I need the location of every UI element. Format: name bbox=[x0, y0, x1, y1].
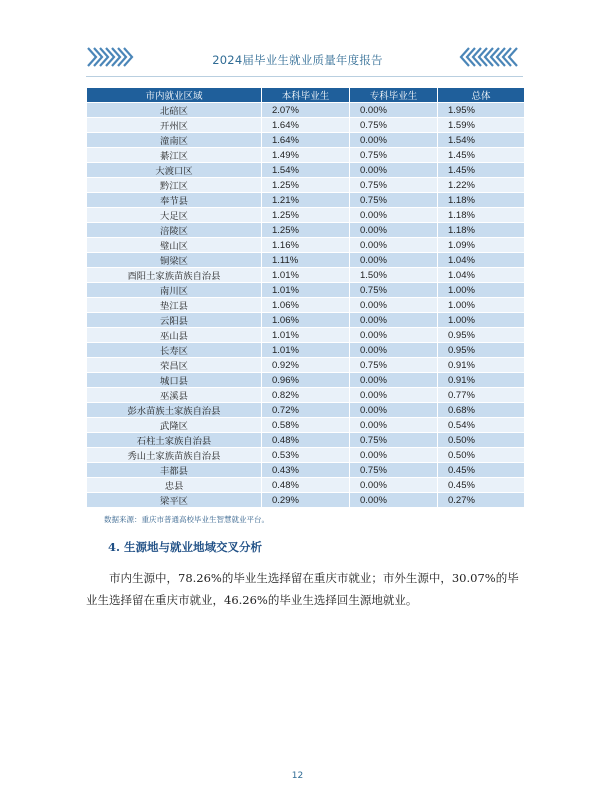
table-row bbox=[87, 283, 525, 298]
cell-undergrad: 0.82% bbox=[262, 388, 350, 403]
cell-region: 武隆区 bbox=[87, 418, 262, 433]
table-row bbox=[87, 298, 525, 313]
cell-region: 城口县 bbox=[87, 373, 262, 388]
cell-college: 0.00% bbox=[350, 238, 438, 253]
table-row bbox=[87, 403, 525, 418]
cell-college: 0.00% bbox=[350, 223, 438, 238]
page-header bbox=[0, 42, 595, 76]
table-row bbox=[87, 223, 525, 238]
cell-region: 巫溪县 bbox=[87, 388, 262, 403]
cell-region: 石柱土家族自治县 bbox=[87, 433, 262, 448]
table-row bbox=[87, 118, 525, 133]
table-row bbox=[87, 208, 525, 223]
table-header-row bbox=[87, 88, 525, 103]
cell-college: 0.00% bbox=[350, 373, 438, 388]
table-body bbox=[87, 103, 525, 508]
cell-undergrad: 1.54% bbox=[262, 163, 350, 178]
cell-undergrad: 1.25% bbox=[262, 178, 350, 193]
cell-undergrad: 0.29% bbox=[262, 493, 350, 508]
cell-college: 0.00% bbox=[350, 403, 438, 418]
cell-college: 0.75% bbox=[350, 148, 438, 163]
header-divider bbox=[86, 76, 523, 77]
table-row bbox=[87, 388, 525, 403]
cell-region: 涪陵区 bbox=[87, 223, 262, 238]
cell-undergrad: 1.21% bbox=[262, 193, 350, 208]
cell-college: 1.50% bbox=[350, 268, 438, 283]
cell-overall: 0.91% bbox=[438, 373, 525, 388]
cell-undergrad: 1.49% bbox=[262, 148, 350, 163]
cell-overall: 1.18% bbox=[438, 208, 525, 223]
cell-college: 0.00% bbox=[350, 103, 438, 118]
cell-college: 0.00% bbox=[350, 388, 438, 403]
cell-overall: 1.45% bbox=[438, 148, 525, 163]
cell-region: 长寿区 bbox=[87, 343, 262, 358]
column-header-college: 专科毕业生 bbox=[350, 88, 438, 103]
cell-overall: 0.68% bbox=[438, 403, 525, 418]
cell-overall: 1.00% bbox=[438, 283, 525, 298]
table-row bbox=[87, 493, 525, 508]
column-header-region: 市内就业区域 bbox=[87, 88, 262, 103]
cell-region: 北碚区 bbox=[87, 103, 262, 118]
cell-region: 荣昌区 bbox=[87, 358, 262, 373]
cell-undergrad: 1.01% bbox=[262, 283, 350, 298]
table-row bbox=[87, 133, 525, 148]
cell-overall: 0.54% bbox=[438, 418, 525, 433]
cell-undergrad: 1.11% bbox=[262, 253, 350, 268]
cell-overall: 1.00% bbox=[438, 298, 525, 313]
table-row bbox=[87, 358, 525, 373]
cell-college: 0.75% bbox=[350, 193, 438, 208]
cell-college: 0.00% bbox=[350, 328, 438, 343]
cell-region: 丰都县 bbox=[87, 463, 262, 478]
cell-college: 0.00% bbox=[350, 133, 438, 148]
cell-college: 0.00% bbox=[350, 343, 438, 358]
cell-region: 开州区 bbox=[87, 118, 262, 133]
cell-college: 0.00% bbox=[350, 313, 438, 328]
table-row bbox=[87, 238, 525, 253]
table-row bbox=[87, 313, 525, 328]
cell-region: 彭水苗族土家族自治县 bbox=[87, 403, 262, 418]
table-row bbox=[87, 448, 525, 463]
table-row bbox=[87, 343, 525, 358]
table-row bbox=[87, 463, 525, 478]
cell-overall: 0.91% bbox=[438, 358, 525, 373]
cell-overall: 1.04% bbox=[438, 268, 525, 283]
table-row bbox=[87, 148, 525, 163]
cell-overall: 1.04% bbox=[438, 253, 525, 268]
cell-undergrad: 0.53% bbox=[262, 448, 350, 463]
cell-overall: 1.18% bbox=[438, 223, 525, 238]
cell-overall: 1.00% bbox=[438, 313, 525, 328]
section-heading: 4. 生源地与就业地域交叉分析 bbox=[108, 540, 263, 554]
cell-overall: 0.27% bbox=[438, 493, 525, 508]
column-header-overall: 总体 bbox=[438, 88, 525, 103]
cell-undergrad: 1.25% bbox=[262, 208, 350, 223]
cell-region: 巫山县 bbox=[87, 328, 262, 343]
cell-undergrad: 0.92% bbox=[262, 358, 350, 373]
table-row bbox=[87, 253, 525, 268]
cell-college: 0.00% bbox=[350, 163, 438, 178]
cell-college: 0.00% bbox=[350, 208, 438, 223]
cell-overall: 1.54% bbox=[438, 133, 525, 148]
cell-region: 垫江县 bbox=[87, 298, 262, 313]
chevron-pattern-icon bbox=[459, 46, 523, 68]
cell-undergrad: 1.16% bbox=[262, 238, 350, 253]
cell-overall: 0.45% bbox=[438, 463, 525, 478]
column-header-undergrad: 本科毕业生 bbox=[262, 88, 350, 103]
cell-undergrad: 0.96% bbox=[262, 373, 350, 388]
data-source-note: 数据来源：重庆市普通高校毕业生智慧就业平台。 bbox=[104, 515, 269, 524]
cell-undergrad: 1.06% bbox=[262, 313, 350, 328]
cell-overall: 1.22% bbox=[438, 178, 525, 193]
cell-undergrad: 0.48% bbox=[262, 433, 350, 448]
page-number: 12 bbox=[291, 771, 304, 781]
cell-undergrad: 1.25% bbox=[262, 223, 350, 238]
table-row bbox=[87, 193, 525, 208]
cell-undergrad: 1.64% bbox=[262, 118, 350, 133]
cell-overall: 1.45% bbox=[438, 163, 525, 178]
cell-college: 0.00% bbox=[350, 478, 438, 493]
cell-region: 铜梁区 bbox=[87, 253, 262, 268]
cell-undergrad: 1.06% bbox=[262, 298, 350, 313]
cell-undergrad: 0.43% bbox=[262, 463, 350, 478]
cell-college: 0.75% bbox=[350, 283, 438, 298]
cell-college: 0.00% bbox=[350, 298, 438, 313]
cell-college: 0.75% bbox=[350, 178, 438, 193]
table-row bbox=[87, 373, 525, 388]
cell-undergrad: 1.64% bbox=[262, 133, 350, 148]
cell-region: 梁平区 bbox=[87, 493, 262, 508]
cell-region: 南川区 bbox=[87, 283, 262, 298]
cell-undergrad: 0.48% bbox=[262, 478, 350, 493]
cell-region: 潼南区 bbox=[87, 133, 262, 148]
cell-undergrad: 2.07% bbox=[262, 103, 350, 118]
cell-college: 0.75% bbox=[350, 463, 438, 478]
cell-undergrad: 1.01% bbox=[262, 328, 350, 343]
table-row bbox=[87, 103, 525, 118]
cell-overall: 1.59% bbox=[438, 118, 525, 133]
cell-college: 0.75% bbox=[350, 358, 438, 373]
cell-region: 大足区 bbox=[87, 208, 262, 223]
cell-region: 忠县 bbox=[87, 478, 262, 493]
table-row bbox=[87, 418, 525, 433]
table-row bbox=[87, 163, 525, 178]
table-row bbox=[87, 328, 525, 343]
cell-region: 綦江区 bbox=[87, 148, 262, 163]
table-row bbox=[87, 433, 525, 448]
table-row bbox=[87, 478, 525, 493]
cell-undergrad: 0.72% bbox=[262, 403, 350, 418]
cell-college: 0.00% bbox=[350, 448, 438, 463]
table-row bbox=[87, 178, 525, 193]
cell-undergrad: 1.01% bbox=[262, 268, 350, 283]
cell-college: 0.00% bbox=[350, 418, 438, 433]
cell-overall: 0.77% bbox=[438, 388, 525, 403]
cell-overall: 0.45% bbox=[438, 478, 525, 493]
cell-overall: 0.95% bbox=[438, 343, 525, 358]
cell-region: 大渡口区 bbox=[87, 163, 262, 178]
report-title: 2024届毕业生就业质量年度报告 bbox=[212, 53, 383, 67]
cell-college: 0.00% bbox=[350, 493, 438, 508]
cell-overall: 0.50% bbox=[438, 448, 525, 463]
cell-college: 0.75% bbox=[350, 433, 438, 448]
employment-region-table bbox=[86, 87, 525, 508]
cell-college: 0.00% bbox=[350, 253, 438, 268]
cell-region: 奉节县 bbox=[87, 193, 262, 208]
cell-overall: 1.09% bbox=[438, 238, 525, 253]
cell-undergrad: 0.58% bbox=[262, 418, 350, 433]
cell-region: 秀山土家族苗族自治县 bbox=[87, 448, 262, 463]
section-paragraph: 市内生源中，78.26%的毕业生选择留在重庆市就业；市外生源中，30.07%的毕业生选择留在重庆市就业，46.26%的毕业生选择回生源地就业。 bbox=[86, 571, 519, 607]
cell-overall: 0.50% bbox=[438, 433, 525, 448]
cell-overall: 0.95% bbox=[438, 328, 525, 343]
cell-region: 璧山区 bbox=[87, 238, 262, 253]
cell-region: 黔江区 bbox=[87, 178, 262, 193]
cell-college: 0.75% bbox=[350, 118, 438, 133]
cell-region: 云阳县 bbox=[87, 313, 262, 328]
cell-overall: 1.95% bbox=[438, 103, 525, 118]
cell-undergrad: 1.01% bbox=[262, 343, 350, 358]
table-row bbox=[87, 268, 525, 283]
cell-overall: 1.18% bbox=[438, 193, 525, 208]
cell-region: 酉阳土家族苗族自治县 bbox=[87, 268, 262, 283]
